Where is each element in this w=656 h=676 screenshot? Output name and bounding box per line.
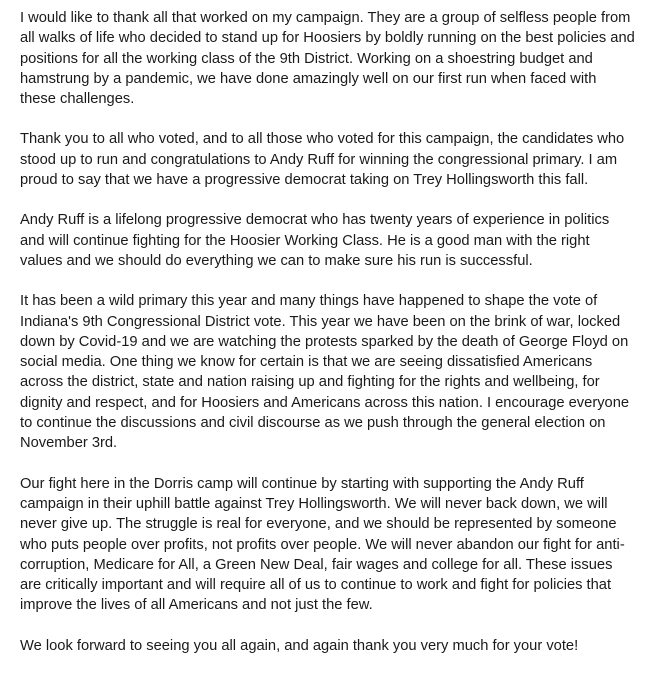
letter-body — [20, 8, 636, 676]
paragraph-thanks-campaign-workers: I would like to thank all that worked on my campaign. They are a group of selfless people from all walks of life who decided to stand up for Hoosiers by boldly running on the best policies and positions for all the working class of the 9th District. Working on a shoestring budget and hamstrung by a pandemic, we have done amazingly well on our first run when faced with these challenges. — [20, 10, 635, 108]
paragraph-wild-primary: It has been a wild primary this year and many things have happened to shape the vote of Indiana's 9th Congressional District vote. This year we have been on the brink of war, locked down by Covid-19 and we are watching the protests sparked by the death of George Floyd on social media. One thing we know for certain is that we are seeing dissatisfied Americans across the district, state and nation raising up and fighting for the rights and wellbeing, for dignity and respect, and for Hoosiers and Americans across this nation. I encourage everyone to continue the discussions and civil discourse as we push through the general election on November 3rd. — [20, 293, 630, 452]
paragraph-dorris-camp: Our fight here in the Dorris camp will continue by starting with supporting the Andy Ruff campaign in their uphill battle against Trey Hollingsworth. We will never back down, we will never give up. The struggle is real for everyone, and we should be represented by someone who puts people over profits, not profits over people. We will never abandon our fight for anti-corruption, Medicare for All, a Green New Deal, fair wages and college for all. These issues are critically important and will require all of us to continue to work and fight for policies that improve the lives of all Americans and not just the few. — [20, 475, 625, 614]
paragraph-andy-ruff: Andy Ruff is a lifelong progressive democrat who has twenty years of experience in politics and will continue fighting for the Hoosier Working Class. He is a good man with the right values and we should do everything we can to make sure his run is successful. — [20, 212, 610, 269]
paragraph-closing: We look forward to seeing you all again, and again thank you very much for your vote! — [20, 637, 579, 654]
paragraph-thanks-voters: Thank you to all who voted, and to all those who voted for this campaign, the candidates who stood up to run and congratulations to Andy Ruff for winning the congressional primary. I am proud to say that we have a progressive democrat taking on Trey Hollingsworth this fall. — [20, 131, 625, 189]
